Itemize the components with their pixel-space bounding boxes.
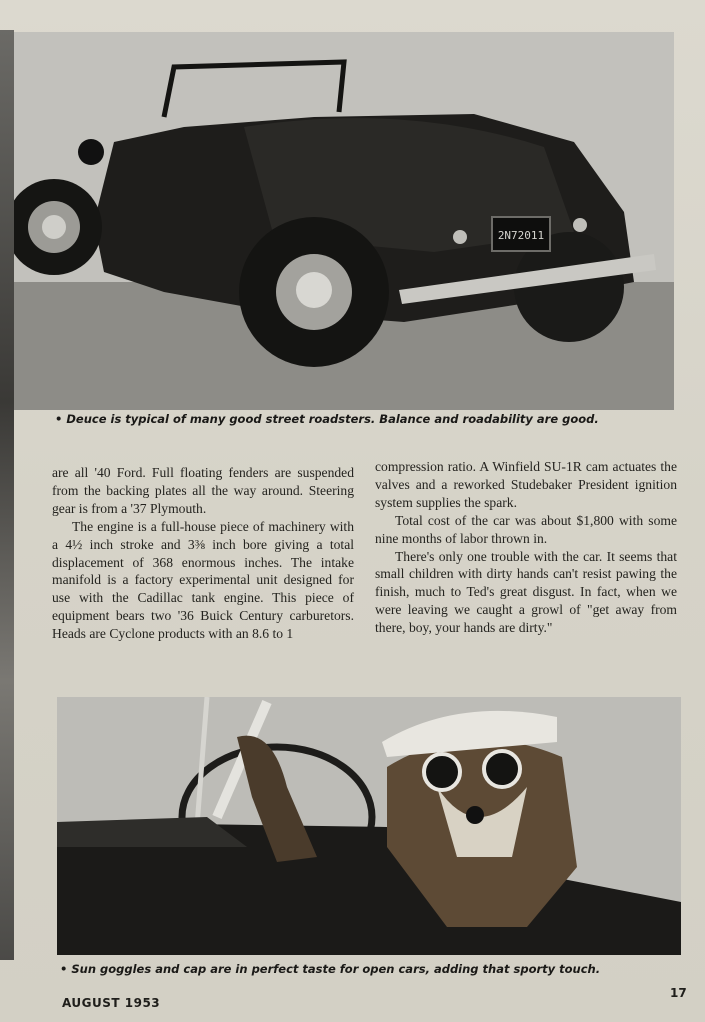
text-column-right — [375, 458, 677, 637]
roadster-photo — [14, 32, 674, 410]
paragraph: The engine is a full-house piece of machinery with a 4½ inch stroke and 3⅜ inch bore giving a total displacement of 368 enormous inches. The intake manifold is a factory experimental unit designed for use with the Cadillac tank engine. This piece of equipment bears two '36 Buick Century carburetors. Heads are Cyclone products with an 8.6 to 1 — [52, 518, 354, 642]
dog-in-car-photo — [57, 697, 681, 955]
issue-date: AUGUST 1953 — [62, 996, 161, 1010]
text-column-left — [52, 464, 354, 643]
page-number: 17 — [670, 986, 687, 1000]
paragraph: are all '40 Ford. Full floating fenders are suspended from the backing plates all the way around. Steering gear is from a '37 Plymouth. — [52, 465, 354, 516]
paragraph: There's only one trouble with the car. It seems that small children with dirty hands can't resist pawing the finish, much to Ted's great disgust. In fact, when we were leaving we caught a growl of "get away from there, boy, your hands are dirty." — [375, 548, 677, 636]
bottom-photo-caption: • Sun goggles and cap are in perfect taste for open cars, adding that sporty touch. — [60, 962, 601, 976]
paragraph: compression ratio. A Winfield SU-1R cam actuates the valves and a reworked Studebaker President ignition system supplies the spark. — [375, 459, 677, 510]
license-plate: 2N72011 — [497, 229, 545, 242]
paragraph: Total cost of the car was about $1,800 with some nine months of labor thrown in. — [375, 512, 677, 546]
top-photo-caption: • Deuce is typical of many good street roadsters. Balance and roadability are good. — [55, 412, 599, 426]
adjacent-page-edge — [0, 30, 14, 960]
